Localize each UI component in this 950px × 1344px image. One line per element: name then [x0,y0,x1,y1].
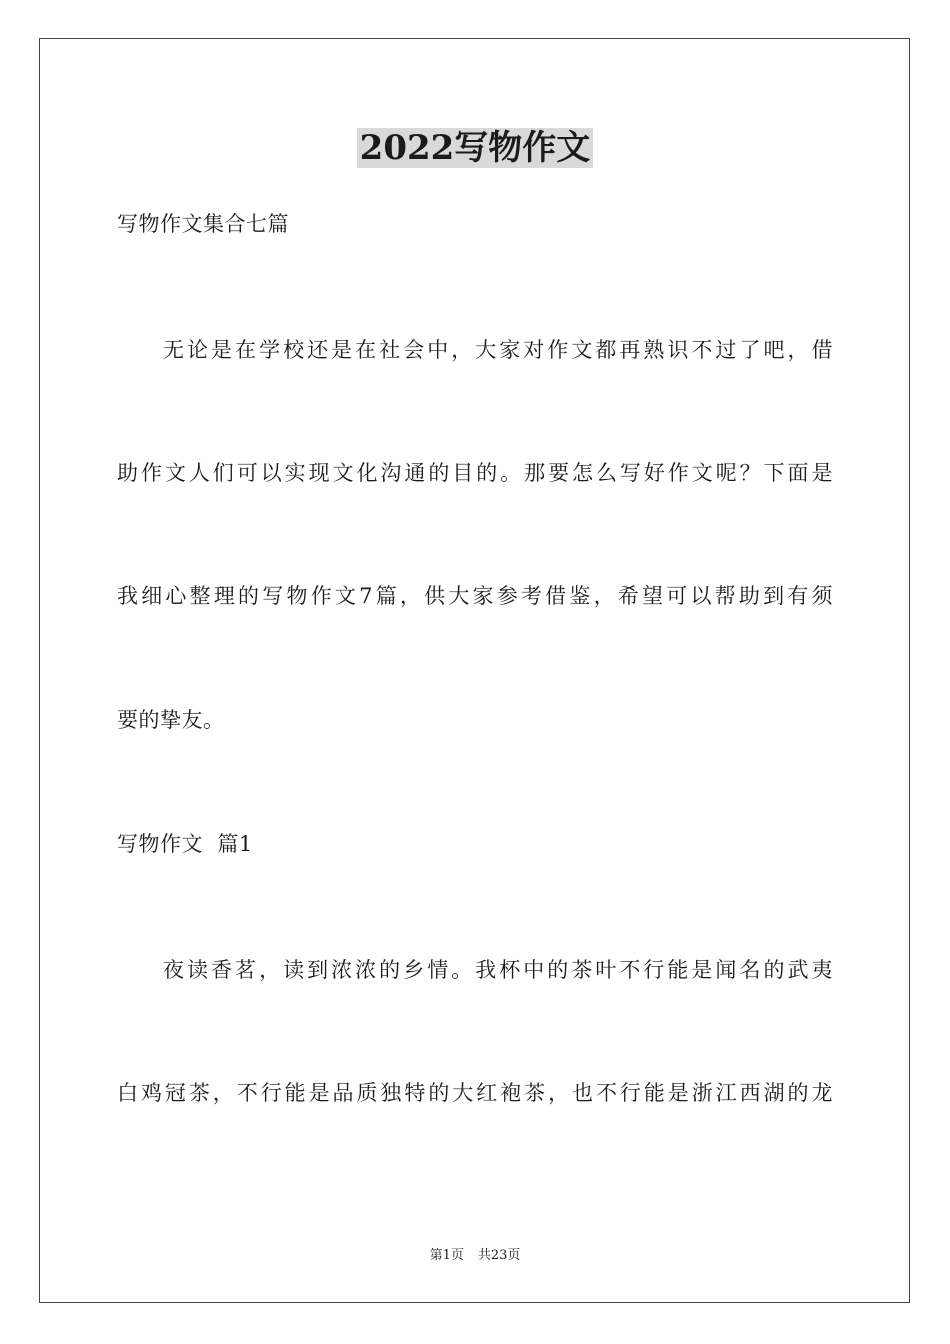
document-title [0,128,950,168]
document-subtitle: 写物作文集合七篇 [117,212,289,236]
intro-line-1: 无论是在学校还是在社会中，大家对作文都再熟识不过了吧，借 [163,338,833,362]
intro-line-2: 助作文人们可以实现文化沟通的目的。那要怎么写好作文呢？下面是 [117,461,833,485]
section-line-1: 夜读香茗，读到浓浓的乡情。我杯中的茶叶不行能是闻名的武夷 [163,958,833,982]
page-footer [0,1247,950,1265]
page-number-total: 共23页 [477,1248,521,1263]
document-title-text: 2022写物作文 [357,128,594,168]
section-heading: 写物作文 篇1 [117,832,253,856]
intro-line-4: 要的挚友。 [117,708,225,732]
section-line-2: 白鸡冠茶，不行能是品质独特的大红袍茶，也不行能是浙江西湖的龙 [117,1081,833,1105]
intro-line-3: 我细心整理的写物作文7篇，供大家参考借鉴，希望可以帮助到有须 [117,584,833,608]
page-number-current: 第1页 [429,1248,464,1263]
